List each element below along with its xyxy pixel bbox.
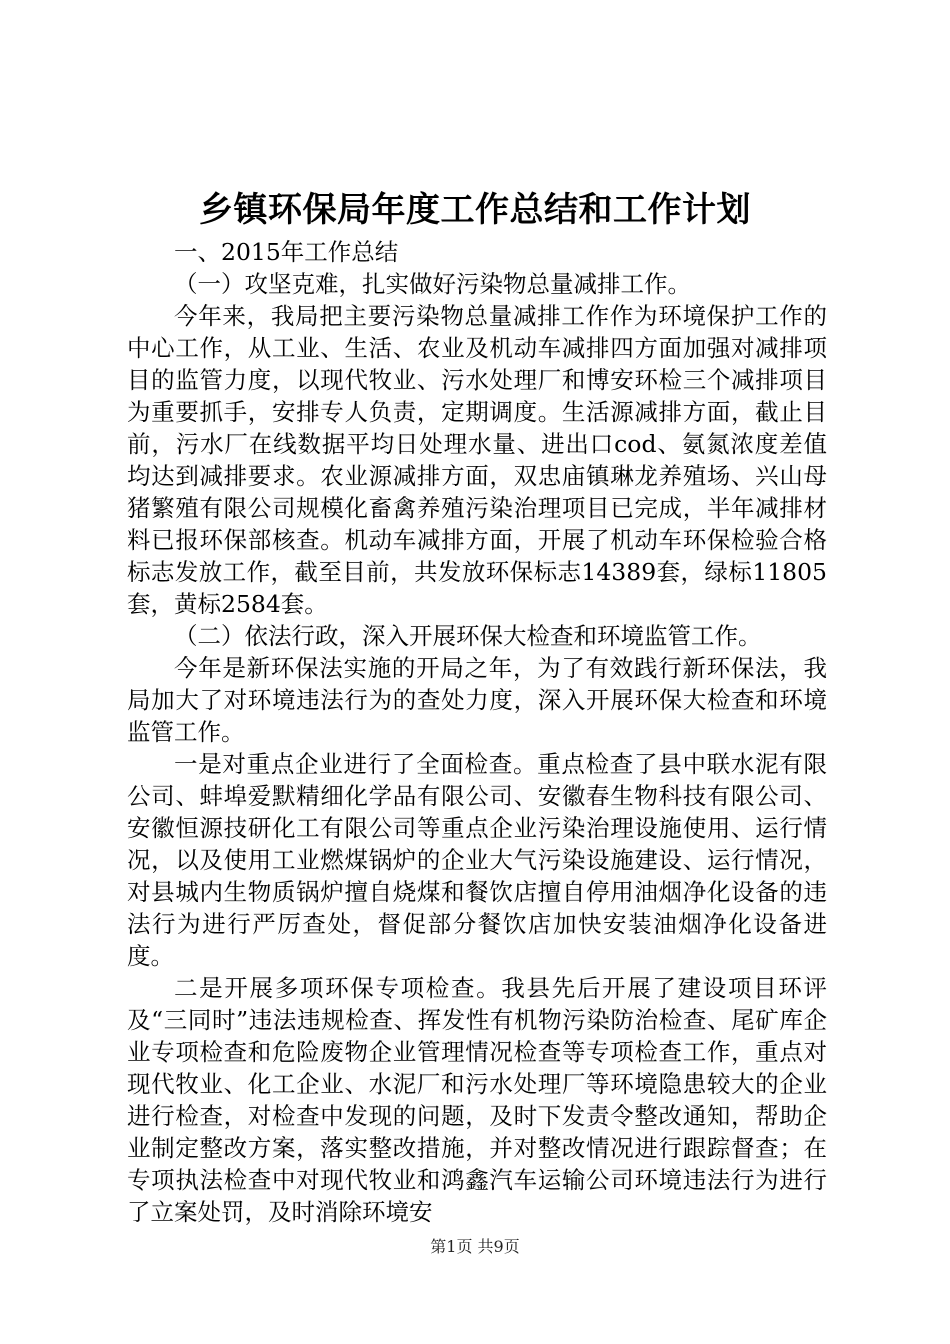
body-paragraph: 今年是新环保法实施的开局之年，为了有效践行新环保法，我局加大了对环境违法行为的查处力度，深入开展环保大检查和环境监管工作。 [127, 654, 827, 746]
body-paragraph: 一是对重点企业进行了全面检查。重点检查了县中联水泥有限公司、蚌埠爱默精细化学品有限公司、安徽春生物科技有限公司、安徽恒源技研化工有限公司等重点企业污染治理设施使用、运行情况，以及使用工业燃煤锅炉的企业大气污染设施建设、运行情况，对县城内生物质锅炉擅自烧煤和餐饮店擅自停用油烟净化设备的违法行为进行严厉查处，督促部分餐饮店加快安装油烟净化设备进度。 [127, 750, 827, 970]
body-paragraph: 二是开展多项环保专项检查。我县先后开展了建设项目环评及“三同时”违法违规检查、挥发性有机物污染防治检查、尾矿库企业专项检查和危险废物企业管理情况检查等专项检查工作，重点对现代牧业、化工企业、水泥厂和污水处理厂等环境隐患较大的企业进行检查，对检查中发现的问题，及时下发责令整改通知，帮助企业制定整改方案，落实整改措施，并对整改情况进行跟踪督查；在专项执法检查中对现代牧业和鸿鑫汽车运输公司环境违法行为进行了立案处罚，及时消除环境安 [127, 974, 827, 1226]
subsection-heading: （二）依法行政，深入开展环保大检查和环境监管工作。 [174, 622, 762, 650]
subsection-heading: （一）攻坚克难，扎实做好污染物总量减排工作。 [174, 270, 691, 298]
document-body [127, 236, 827, 1228]
page-title: 乡镇环保局年度工作总结和工作计划 [199, 190, 751, 230]
page-number-footer: 第1页 共9页 [430, 1237, 520, 1256]
body-paragraph: 今年来，我局把主要污染物总量减排工作作为环境保护工作的中心工作，从工业、生活、农业及机动车减排四方面加强对减排项目的监管力度，以现代牧业、污水处理厂和博安环检三个减排项目为重要抓手，安排专人负责，定期调度。生活源减排方面，截止目前，污水厂在线数据平均日处理水量、进出口cod、氨氮浓度差值均达到减排要求。农业源减排方面，双忠庙镇琳龙养殖场、兴山母猪繁殖有限公司规模化畜禽养殖污染治理项目已完成，半年减排材料已报环保部核查。机动车减排方面，开展了机动车环保检验合格标志发放工作，截至目前，共发放环保标志14389套，绿标11805套，黄标2584套。 [127, 302, 827, 618]
section-heading: 一、2015年工作总结 [174, 238, 399, 266]
